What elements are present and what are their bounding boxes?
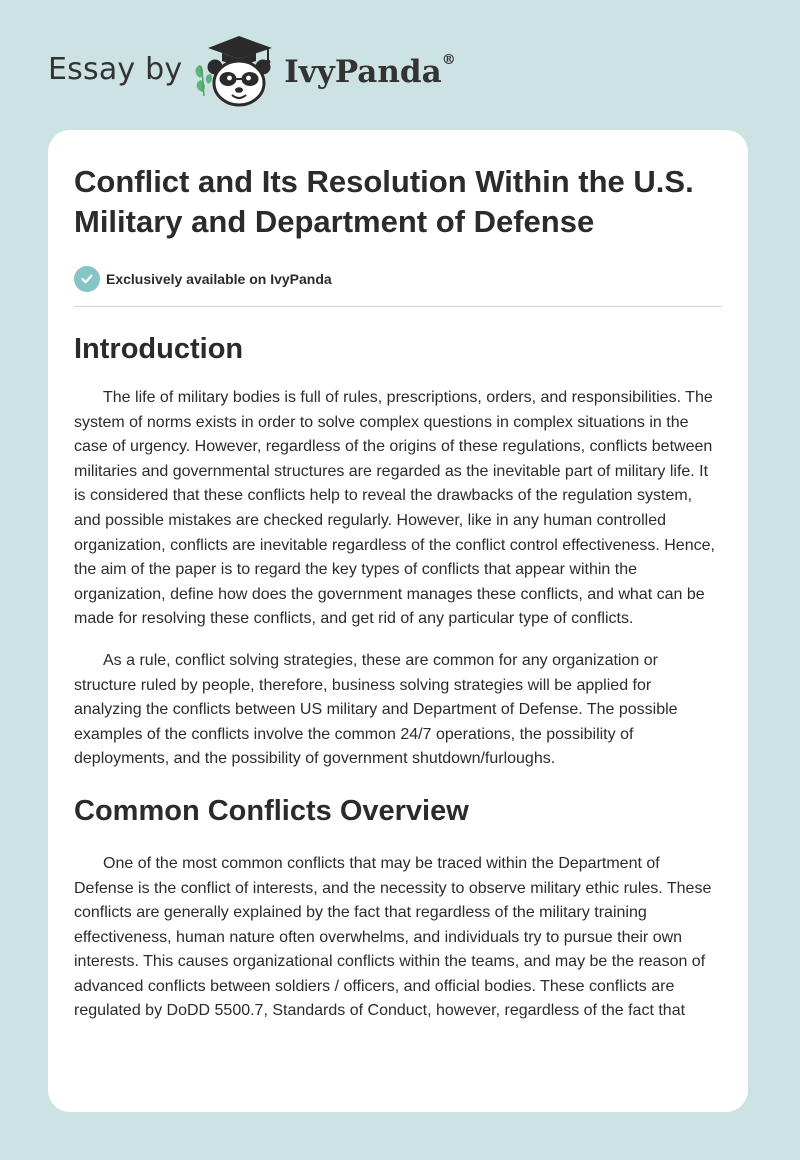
paragraph: The life of military bodies is full of rules, prescriptions, orders, and responsibilities. The system of norms exists in order to solve complex questions in complex situations in the case of urgency. However, regardless of the origins of these regulations, conflicts between militaries and governmental structures are regarded as the inevitable part of military life. It is considered that these conflicts help to reveal the drawbacks of the regulation system, and possible mistakes are checked regularly. However, like in any human controlled organization, conflicts are inevitable regardless of the conflict control effectiveness. Hence, the aim of the paper is to regard the key types of conflicts that appear within the organization, define how does the government manages these conflicts, and what can be made for resolving these conflicts, and get rid of any particular type of conflicts. (74, 389, 715, 628)
registered-mark: ® (441, 52, 456, 68)
essay-card (48, 130, 748, 1112)
paragraph: As a rule, conflict solving strategies, these are common for any organization or structure ruled by people, therefore, business solving strategies will be applied for analyzing the conflicts between US military and Department of Defense. The possible examples of the conflicts involve the common 24/7 operations, the possibility of deployments, and the possibility of government shutdown/furloughs. (74, 651, 678, 768)
essay-by-label: Essay by (48, 51, 183, 87)
panda-graduate-logo-icon (192, 34, 282, 108)
brand-name: IvyPanda® (284, 52, 456, 90)
divider (74, 306, 722, 307)
paragraph: One of the most common conflicts that may be traced within the Department of Defense is the conflict of interests, and the necessity to observe military ethic rules. These conflicts are generally explained by the fact that regardless of the military training effectiveness, human nature often overwhelms, and individuals try to pursue their own interests. This causes organizational conflicts within the teams, and may be the reason of advanced conflicts between soldiers / officers, and official bodies. These conflicts are regulated by DoDD 5500.7, Standards of Conduct, however, regardless of the fact that (74, 854, 712, 1020)
ivypanda-logo[interactable] (192, 34, 455, 108)
exclusive-label: Exclusively available on IvyPanda (106, 271, 332, 287)
check-icon (74, 266, 100, 292)
section-heading-introduction: Introduction (74, 333, 244, 365)
site-header (48, 34, 456, 108)
essay-title: Conflict and Its Resolution Within the U.S. Military and Department of Defense (74, 164, 694, 239)
exclusive-badge (74, 264, 722, 294)
section-heading-common-conflicts: Common Conflicts Overview (74, 794, 469, 827)
